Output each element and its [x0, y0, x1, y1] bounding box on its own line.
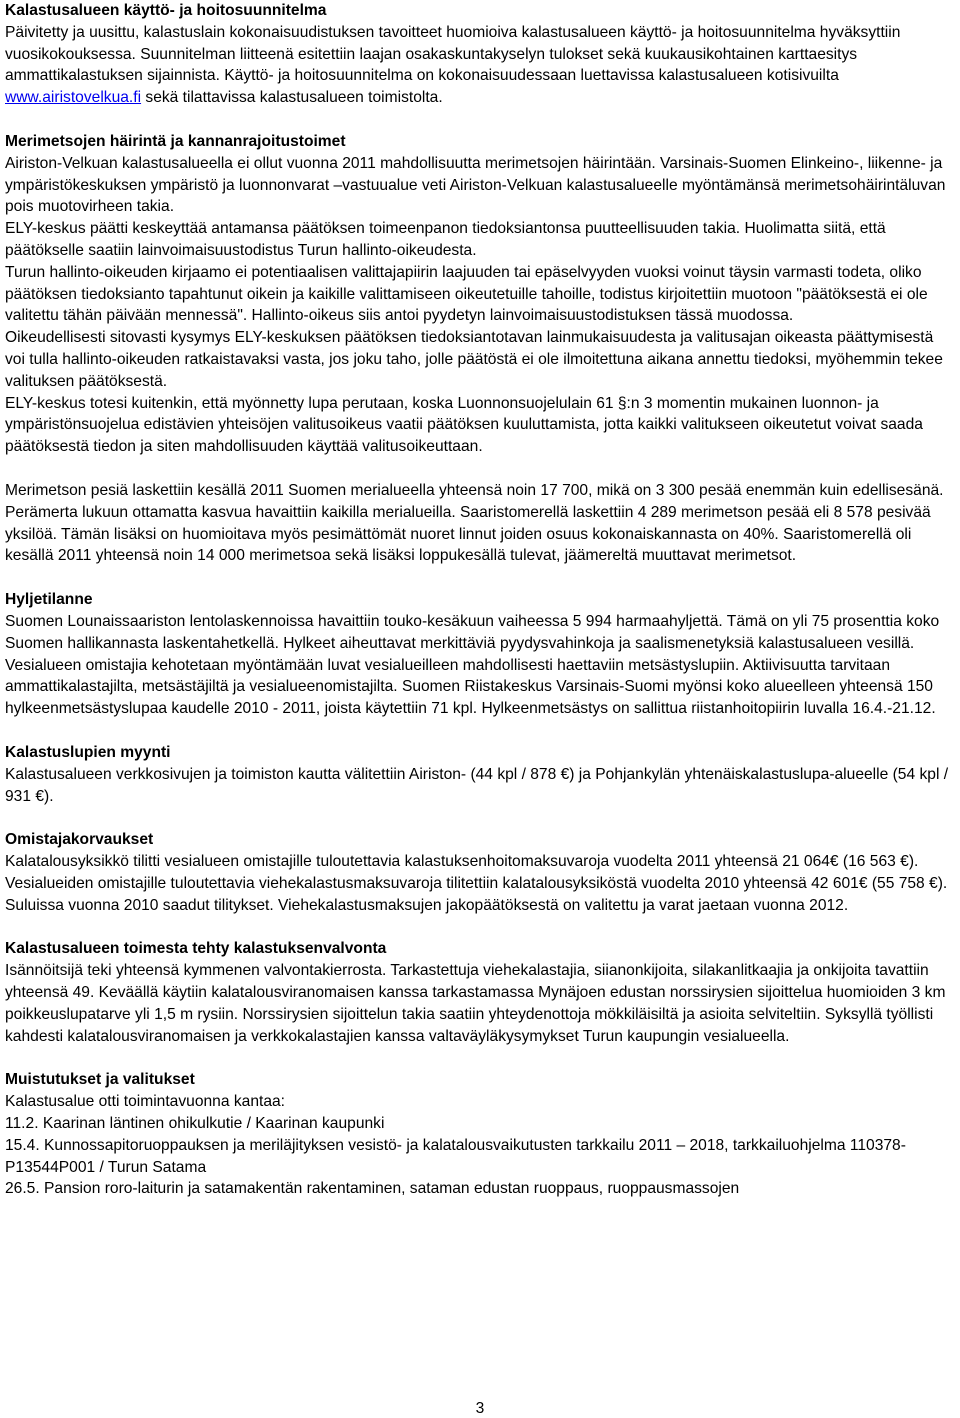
website-link[interactable]: www.airistovelkua.fi [5, 89, 142, 107]
spacer [5, 807, 953, 829]
paragraph: Turun hallinto-oikeuden kirjaamo ei potentiaalisen valittajapiirin laajuuden tai epäselvyyden vuoksi voinut täysin varmasti todeta, oliko päätöksen tiedoksianto tapahtunut oikein ja kaikille valittamiseen oikeutetuille tahoille, todistus kirjoitettiin muotoon "päätöksestä ei ole valitettu tähän päivään mennessä". Hallinto-oikeus siis antoi pyydetyn lainvoimaisuustodistuksen tässä muodossa. [5, 263, 928, 325]
paragraph: ELY-keskus päätti keskeyttää antamansa päätöksen toimeenpanon tiedoksiantonsa puutteellisuuden takia. Huolimatta siitä, että päätökselle saatiin lainvoimaisuustodistus Turun hallinto-oikeudesta. [5, 220, 886, 259]
list-item: 26.5. Pansion roro-laiturin ja satamakentän rakentaminen, sataman edustan ruoppaus, ruoppausmassojen [5, 1180, 740, 1198]
document-page [5, 0, 953, 1200]
spacer [5, 109, 953, 131]
section-heading: Kalastusalueen toimesta tehty kalastuksenvalvonta [5, 940, 387, 958]
paragraph [5, 22, 953, 109]
spacer [5, 1047, 953, 1069]
text-run: sekä tilattavissa kalastusalueen toimistolta. [141, 89, 443, 107]
section-heading: Kalastuslupien myynti [5, 743, 171, 761]
section-kalastuksenvalvonta [5, 938, 953, 1047]
spacer [5, 720, 953, 742]
spacer [5, 916, 953, 938]
section-muistutukset [5, 1069, 953, 1200]
section-merimetsot [5, 131, 953, 567]
section-heading: Omistajakorvaukset [5, 831, 154, 849]
section-heading: Merimetsojen häirintä ja kannanrajoitustoimet [5, 132, 346, 150]
text-run: Päivitetty ja uusittu, kalastuslain kokonaisuudistuksen tavoitteet huomioiva kalastusalueen käyttö- ja hoitosuunnitelma hyväksyttiin vuosikokouksessa. Suunnitelman liitteenä esitettiin laajan osakaskuntakyselyn tulokset sekä kuukausikohtainen karttaesitys ammattikalastuksen sijainnista. Käyttö- ja hoitosuunnitelma on kokonaisuudessaan luettavissa kalastusalueen kotisivuilta [5, 23, 901, 85]
paragraph: Kalastusalue otti toimintavuonna kantaa: [5, 1093, 286, 1111]
paragraph: Isännöitsijä teki yhteensä kymmenen valvontakierrosta. Tarkastettuja viehekalastajia, siianonkijoita, silakanlitkaajia ja onkijoita tavattiin yhteensä 49. Keväällä käytiin kalatalousviranomaisen kanssa tarkastamassa Mynäjoen edustan norssirysien sijoittelua huomioiden 3 km poikkeuslupatarve yli 1,5 m rysiin. Norssirysien sijoittelun takia saatiin yhteydenottoja mökkiläisiltä ja asioita selviteltiin. Syksyllä työllisti kahdesti kalatalousviranomaisen ja verkkokalastajien kanssa valtaväyläkysymykset Turun kaupungin vesialueella. [5, 962, 946, 1045]
list-item: 11.2. Kaarinan läntinen ohikulkutie / Kaarinan kaupunki [5, 1115, 385, 1133]
paragraph: ELY-keskus totesi kuitenkin, että myönnetty lupa perutaan, koska Luonnonsuojelulain 61 §:n 3 momentin mukainen luonnon- ja ympäristönsuojelua edistävien yhteisöjen valitusoikeus vaatii päätöksen kuuluttamista, jotta kaikki valitukseen oikeutetut voivat saada päätöksestä tiedon ja siten mahdollisuuden käyttää valitusoikeuttaan. [5, 394, 923, 456]
section-kalastuslupien-myynti [5, 742, 953, 807]
paragraph: Merimetson pesiä laskettiin kesällä 2011 Suomen merialueella yhteensä noin 17 700, mikä on 3 300 pesää enemmän kuin edellisesänä. Perämerta lukuun ottamatta kasvua havaittiin kaikilla merialueilla. Saaristomerellä laskettiin 4 289 merimetson pesää eli 8 578 pesivää yksilöä. Tämän lisäksi on huomioitava myös pesimättömät nuoret linnut joiden osuus kokonaiskannasta on 40%. Saaristomerellä oli kesällä 2011 yhteensä noin 14 000 merimetsoa sekä lisäksi loppukesällä tulevat, jäämereltä muuttavat merimetsot. [5, 481, 944, 565]
section-heading: Kalastusalueen käyttö- ja hoitosuunnitelma [5, 2, 327, 19]
section-kayttosuunnitelma [5, 0, 953, 109]
spacer [5, 458, 953, 480]
spacer [5, 567, 953, 589]
list-item: 15.4. Kunnossapitoruoppauksen ja meriläjityksen vesistö- ja kalatalousvaikutusten tarkkailu 2011 – 2018, tarkkailuohjelma 110378-P13544P001 / Turun Satama [5, 1136, 906, 1176]
paragraph: Oikeudellisesti sitovasti kysymys ELY-keskuksen päätöksen tiedoksiantotavan lainmukaisuudesta ja valitusajan oikeasta päättymisestä voi tulla hallinto-oikeuden ratkaistavaksi vasta, jos joku taho, jolle päätöstä ei ole ilmoitettuna aikana annettu tiedoksi, myöhemmin tekee valituksen päätöksestä. [5, 329, 943, 390]
section-hyljetilanne [5, 589, 953, 720]
section-heading: Hyljetilanne [5, 591, 93, 609]
paragraph: Kalastusalueen verkkosivujen ja toimiston kautta välitettiin Airiston- (44 kpl / 878 €) ja Pohjankylän yhtenäiskalastuslupa-alueelle (54 kpl / 931 €). [5, 765, 949, 805]
section-omistajakorvaukset [5, 829, 953, 916]
paragraph: Vesialueiden omistajille tuloutettavia viehekalastusmaksuvaroja tilitettiin kalatalousyksiköstä vuodelta 2010 yhteensä 42 601€ (55 758 €). Suluissa vuonna 2010 saadut tilitykset. Viehekalastusmaksujen jakopäätöksestä on valitettu ja varat jaetaan vuonna 2012. [5, 874, 948, 914]
paragraph: Kalatalousyksikkö tilitti vesialueen omistajille tuloutettavia kalastuksenhoitomaksuvaroja vuodelta 2011 yhteensä 21 064€ (16 563 €). [5, 853, 919, 871]
section-heading: Muistutukset ja valitukset [5, 1071, 195, 1089]
paragraph: Suomen Lounaissaariston lentolaskennoissa havaittiin touko-kesäkuun vaiheessa 5 994 harmaahyljettä. Tämä on yli 75 prosenttia koko Suomen hallikannasta laskentahetkellä. Hylkeet aiheuttavat merkittäviä pyydysvahinkoja ja saalismenetyksiä kalastusalueen vesillä. Vesialueen omistajia kehotetaan myöntämään luvat vesialueilleen mahdollisesti haettaviin metsästyslupiin. Aktiivisuutta tarvitaan ammattikalastajilta, metsästäjiltä ja vesialueenomistajilta. Suomen Riistakeskus Varsinais-Suomi myönsi koko alueelleen yhteensä 150 hylkeenmetsästyslupaa kaudelle 2010 - 2011, joista käytettiin 71 kpl. Hylkeenmetsästys on sallittua riistanhoitopiirin luvalla 16.4.-21.12. [5, 612, 940, 718]
page-number: 3 [475, 1400, 485, 1417]
paragraph: Airiston-Velkuan kalastusalueella ei ollut vuonna 2011 mahdollisuutta merimetsojen häirintään. Varsinais-Suomen Elinkeino-, liikenne- ja ympäristökeskuksen ympäristö ja luonnonvarat –vastuualue veti Airiston-Velkuan kalastusalueelle myöntämänsä merimetsohäirintäluvan pois muotovirheen takia. [5, 154, 946, 216]
